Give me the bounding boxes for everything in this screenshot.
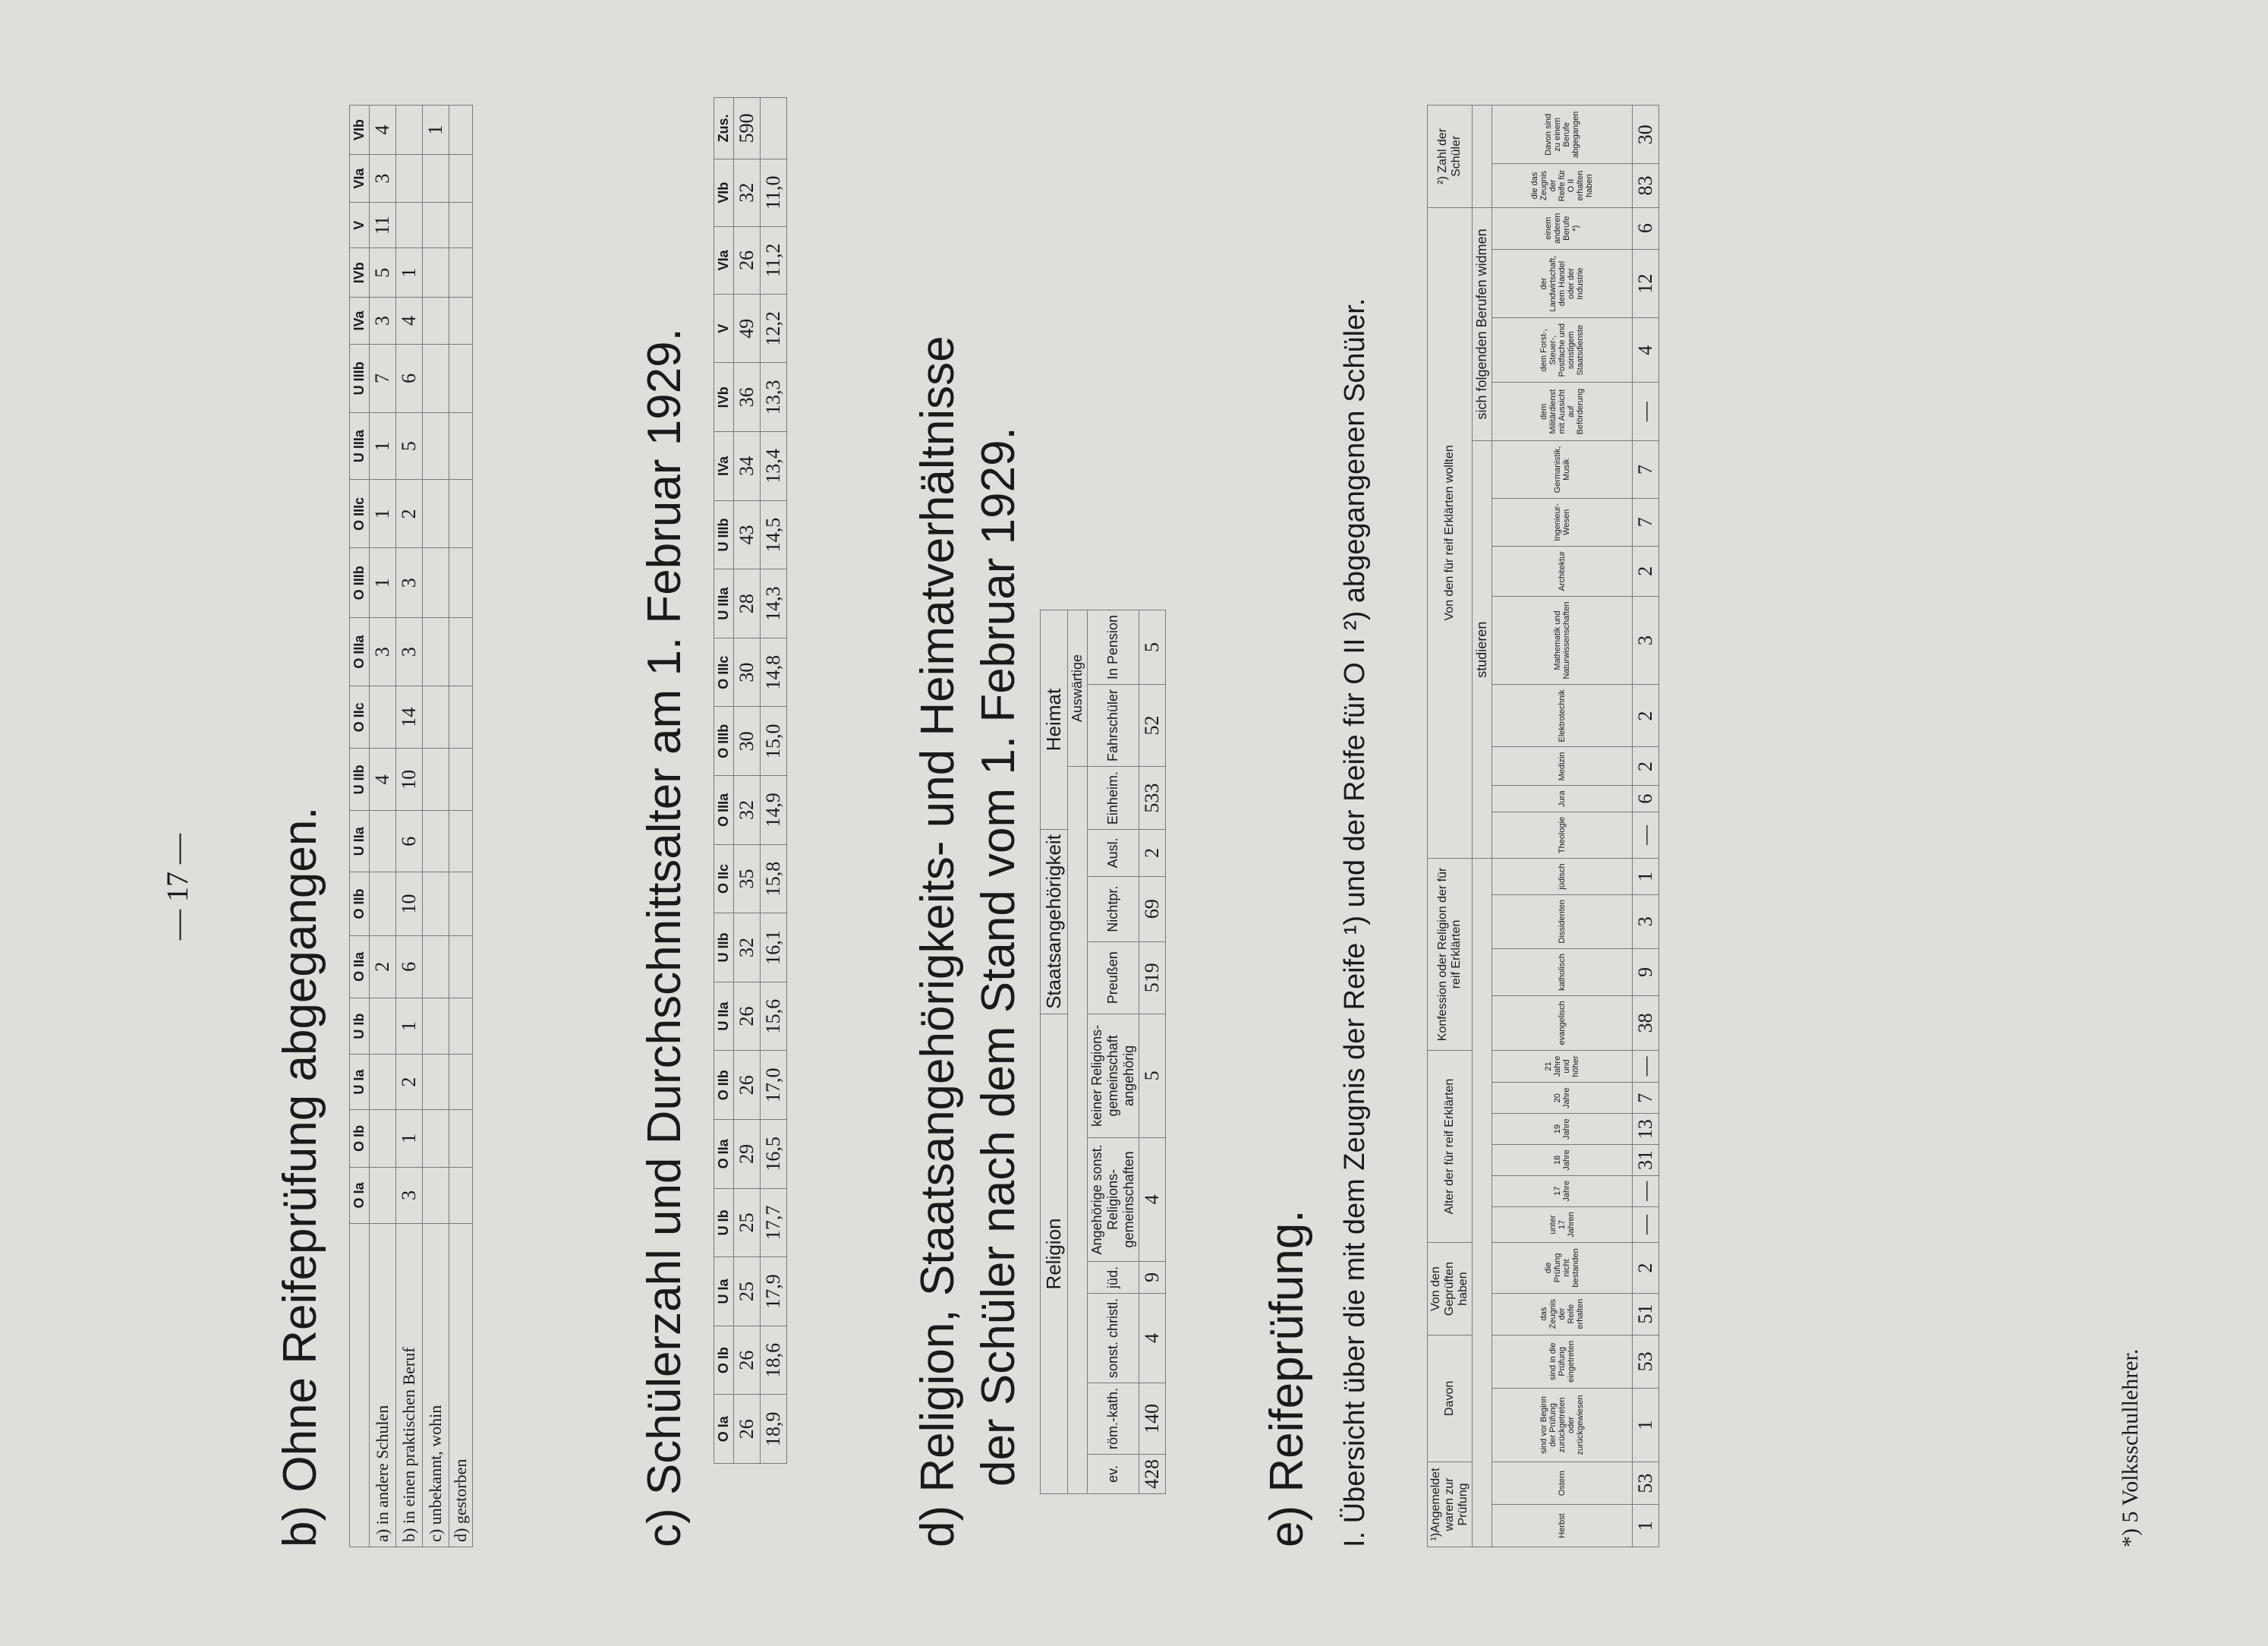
table-cell: 2 [1633, 685, 1659, 747]
col-header: der Landwirtschaft, dem Handel oder der Industrie [1492, 249, 1633, 318]
table-cell: 3 [370, 154, 396, 202]
col-header: Germanistik, Musik [1492, 441, 1633, 498]
col-header: die Prüfung nicht bestanden [1492, 1243, 1633, 1293]
group-g_konfession: Konfession oder Religion der für reif Erklärten [1428, 859, 1473, 1051]
col-header: Mathematik und Naturwissenschaften [1492, 596, 1633, 685]
table-cell [449, 686, 473, 749]
table-row [370, 106, 396, 1547]
col-header: O IIc [350, 686, 370, 749]
count-cell: 26 [734, 982, 761, 1051]
table-cell [370, 686, 396, 749]
count-cell: 26 [734, 226, 761, 294]
col-header: U IIa [350, 811, 370, 872]
table-cell [449, 1109, 473, 1167]
table-cell [423, 548, 449, 618]
table-cell: 1 [396, 248, 423, 298]
section-e-subtitle: I. Übersicht über die mit dem Zeugnis der Reife ¹) und der Reife für O II ²) abgegangenen Schüler. [1339, 298, 1371, 1547]
table-cell [449, 811, 473, 872]
table-cell: 3 [396, 618, 423, 686]
group-g_angemeldet: ¹)Angemeldet waren zur Prüfung [1428, 1462, 1473, 1547]
table-cell [423, 749, 449, 811]
table-cell [370, 1167, 396, 1223]
col-header: Jura [1492, 786, 1633, 812]
table-cell [449, 106, 473, 155]
table-cell: 7 [1633, 441, 1659, 498]
age-cell: 17,0 [761, 1051, 787, 1120]
table-cell: 10 [396, 872, 423, 936]
age-cell: 11,2 [761, 226, 787, 294]
col-header: O IIa [714, 1120, 734, 1189]
table-cell: 1 [1633, 859, 1659, 895]
row-label: d) gestorben [449, 1224, 473, 1547]
count-cell: 26 [734, 1326, 761, 1395]
count-cell: 35 [734, 844, 761, 913]
footnote: *) 5 Volksschullehrer. [2118, 1348, 2143, 1547]
page-number: — 17 — [160, 834, 194, 940]
section-c-title: c) Schülerzahl und Durchschnittsalter am 1. Februar 1929. [638, 328, 691, 1547]
table-cell: 5 [1139, 1014, 1166, 1137]
group-religion: Religion [1041, 1014, 1068, 1493]
table-cell: 4 [370, 106, 396, 155]
age-cell: 12,2 [761, 294, 787, 363]
group-staat: Staatsangehörigkeit [1041, 830, 1068, 1014]
age-cell: 14,9 [761, 776, 787, 845]
col-header: keiner Religions-gemeinschaft angehörig [1088, 1014, 1139, 1137]
col-header: einem anderen Berufe *) [1492, 207, 1633, 249]
table-cell: 1 [1633, 1388, 1659, 1462]
row-label: a) in andere Schulen [370, 1224, 396, 1547]
col-header: das Zeugnis der Reife erhalten [1492, 1293, 1633, 1335]
row-label: b) in einen praktischen Beruf [396, 1224, 423, 1547]
table-cell: 2 [1633, 546, 1659, 596]
col-header: katholisch [1492, 948, 1633, 995]
col-header: Fahrschüler [1088, 685, 1139, 767]
col-header: Elektrotechnik [1492, 685, 1633, 747]
col-header: O IIIa [714, 776, 734, 845]
table-cell [423, 248, 449, 298]
col-header: U IIIb [714, 500, 734, 569]
table-cell [449, 1055, 473, 1110]
table-row [449, 106, 473, 1547]
col-header: U IIIb [350, 344, 370, 412]
age-cell: 18,9 [761, 1395, 787, 1464]
table-cell: 4 [1139, 1293, 1166, 1383]
col-header: Ausl. [1088, 830, 1139, 877]
table-cell: 12 [1633, 249, 1659, 318]
col-header: Medizin [1492, 747, 1633, 786]
table-cell: 38 [1633, 996, 1659, 1051]
table-cell: 1 [423, 106, 449, 155]
group-g_vonden: Von den für reif Erklärten wollten [1428, 207, 1473, 859]
table-cell: 1 [1633, 1505, 1659, 1547]
table-cell: 2 [1139, 830, 1166, 877]
col-header: 17 Jahre [1492, 1175, 1633, 1206]
table-cell: 9 [1633, 948, 1659, 995]
table-cell [370, 872, 396, 936]
col-header: 20 Jahre [1492, 1083, 1633, 1114]
group-g_vondengepruefen: Von den Geprüften haben [1428, 1243, 1473, 1335]
table-c [713, 97, 787, 1464]
table-cell: 4 [1633, 318, 1659, 383]
table-cell [449, 248, 473, 298]
count-cell: 30 [734, 638, 761, 707]
table-cell: 2 [396, 480, 423, 548]
count-cell: 36 [734, 363, 761, 432]
col-header: sind vor Beginn der Prüfung zurückgetreten oder zurückgewiesen [1492, 1388, 1633, 1462]
col-header: V [350, 203, 370, 248]
col-header: O IIIa [350, 618, 370, 686]
table-cell: 5 [396, 412, 423, 480]
table-cell: 1 [396, 1109, 423, 1167]
table-cell [423, 998, 449, 1055]
table-cell: 2 [396, 1055, 423, 1110]
table-cell [449, 154, 473, 202]
col-header: evangelisch [1492, 996, 1633, 1051]
spacer [1068, 767, 1088, 1494]
col-header: Zus. [714, 98, 734, 159]
age-cell: 17,9 [761, 1257, 787, 1326]
col-header: Ostern [1492, 1462, 1633, 1505]
table-cell: 2 [370, 935, 396, 998]
col-header: Dissidenten [1492, 894, 1633, 948]
table-cell [449, 935, 473, 998]
col-header: VIa [350, 154, 370, 202]
table-cell [449, 480, 473, 548]
col-header: U Ib [350, 998, 370, 1055]
table-cell: 10 [396, 749, 423, 811]
col-header: Nichtpr. [1088, 876, 1139, 941]
table-cell: 5 [1139, 610, 1166, 684]
col-header: O IIIb [350, 548, 370, 618]
col-header: röm.-kath. [1088, 1383, 1139, 1454]
table-cell: 31 [1633, 1145, 1659, 1176]
table-cell: 1 [396, 998, 423, 1055]
age-cell: 11,0 [761, 159, 787, 226]
section-e-title: e) Reifeprüfung. [1261, 1209, 1313, 1547]
table-cell: 3 [370, 298, 396, 345]
count-cell: 25 [734, 1188, 761, 1257]
table-cell: — [1633, 383, 1659, 441]
table-cell: 6 [396, 935, 423, 998]
table-cell [423, 686, 449, 749]
table-cell: — [1633, 1175, 1659, 1206]
table-cell: 533 [1139, 767, 1166, 830]
table-cell: 140 [1139, 1383, 1166, 1454]
table-cell [449, 998, 473, 1055]
table-cell [423, 344, 449, 412]
table-cell: — [1633, 1050, 1659, 1083]
row-label: c) unbekannt, wohin [423, 1224, 449, 1547]
col-header: O IIIb [714, 707, 734, 776]
col-header: O IIIc [714, 638, 734, 707]
table-cell [423, 618, 449, 686]
col-header: O Ia [714, 1395, 734, 1464]
section-b-title: b) Ohne Reifeprüfung abgegangen. [274, 806, 326, 1547]
col-header: 19 Jahre [1492, 1114, 1633, 1145]
table-cell: 53 [1633, 1462, 1659, 1505]
table-cell: 4 [396, 298, 423, 345]
col-header: IVa [350, 298, 370, 345]
table-cell [449, 749, 473, 811]
count-cell: 32 [734, 776, 761, 845]
table-cell [423, 1055, 449, 1110]
age-cell-empty [761, 98, 787, 159]
table-cell: 428 [1139, 1455, 1166, 1494]
col-header: Preußen [1088, 941, 1139, 1014]
table-cell [396, 154, 423, 202]
col-header: IVa [714, 432, 734, 501]
table-cell [449, 412, 473, 480]
col-header: jüd. [1088, 1261, 1139, 1293]
table-cell: 5 [370, 248, 396, 298]
spacer [1473, 859, 1492, 1547]
table-cell [423, 480, 449, 548]
col-header: U IIb [350, 749, 370, 811]
table-cell [423, 811, 449, 872]
table-cell: 1 [370, 548, 396, 618]
count-cell: 32 [734, 159, 761, 226]
count-cell: 26 [734, 1051, 761, 1120]
table-cell: 69 [1139, 876, 1166, 941]
table-cell [370, 1055, 396, 1110]
table-cell [370, 1109, 396, 1167]
table-b [349, 105, 473, 1547]
table-cell [370, 998, 396, 1055]
col-header: U IIIa [350, 412, 370, 480]
table-cell: 30 [1633, 106, 1659, 164]
table-cell: 7 [1633, 498, 1659, 546]
col-header: V [714, 294, 734, 363]
section-d-title-1: d) Religion, Staatsangehörigkeits- und Heimatverhältnisse [912, 336, 964, 1547]
col-header: O IIb [714, 1051, 734, 1120]
table-cell [396, 203, 423, 248]
col-header: O IIa [350, 935, 370, 998]
col-header: unter 17 Jahren [1492, 1206, 1633, 1243]
count-cell: 26 [734, 1395, 761, 1464]
col-header: Davon sind zu einem Berufe abgegangen [1492, 106, 1633, 164]
col-header: Ingenieur-Wesen [1492, 498, 1633, 546]
col-header: Einheim. [1088, 767, 1139, 830]
table-cell: 11 [370, 203, 396, 248]
col-header: U Ia [714, 1257, 734, 1326]
col-header: dem Militärdienst mit Aussicht auf Beförderung [1492, 383, 1633, 441]
col-header: die das Zeugnis der Reife für O II erhalten haben [1492, 164, 1633, 207]
table-cell: 519 [1139, 941, 1166, 1014]
age-cell: 18,6 [761, 1326, 787, 1395]
table-cell: 3 [370, 618, 396, 686]
age-cell: 14,5 [761, 500, 787, 569]
group-berufen: sich folgenden Berufen widmen [1473, 207, 1492, 441]
col-header: O IIIc [350, 480, 370, 548]
table-cell: 2 [1633, 1243, 1659, 1293]
col-header: O IIb [350, 872, 370, 936]
table-cell: 1 [370, 480, 396, 548]
table-cell [449, 548, 473, 618]
table-cell [449, 344, 473, 412]
col-header: sind in die Prüfung eingetreten [1492, 1335, 1633, 1388]
col-header: U IIIa [714, 569, 734, 639]
table-cell [423, 1167, 449, 1223]
table-cell [449, 203, 473, 248]
table-cell: 14 [396, 686, 423, 749]
age-cell: 13,4 [761, 432, 787, 501]
group-g_zahl: ²) Zahl der Schüler [1428, 106, 1473, 208]
table-cell: 13 [1633, 1114, 1659, 1145]
table-cell: 7 [1633, 1083, 1659, 1114]
col-header: U IIb [714, 913, 734, 982]
group-g_alter: Alter der für reif Erklärten [1428, 1050, 1473, 1243]
col-header: O Ib [350, 1109, 370, 1167]
table-cell: 6 [396, 811, 423, 872]
group-auswaertige: Auswärtige [1068, 610, 1088, 766]
table-cell [449, 872, 473, 936]
count-cell: 29 [734, 1120, 761, 1189]
table-cell [423, 872, 449, 936]
col-header: IVb [714, 363, 734, 432]
table-cell: 3 [396, 1167, 423, 1223]
table-cell: 1 [370, 412, 396, 480]
table-cell: 3 [396, 548, 423, 618]
age-cell: 15,0 [761, 707, 787, 776]
group-studieren: studieren [1473, 441, 1492, 859]
col-header: Angehörige sonst. Religions-gemeinschaften [1088, 1137, 1139, 1261]
group-heimat: Heimat [1041, 610, 1068, 829]
table-cell: 83 [1633, 164, 1659, 207]
section-d-title-2: der Schüler nach dem Stand vom 1. Februar 1929. [972, 427, 1025, 1487]
table-cell: 9 [1139, 1261, 1166, 1293]
table-cell: 2 [1633, 747, 1659, 786]
table-cell [423, 935, 449, 998]
count-cell: 28 [734, 569, 761, 639]
age-cell: 14,8 [761, 638, 787, 707]
table-cell [423, 1109, 449, 1167]
table-cell [423, 154, 449, 202]
table-d [1040, 610, 1166, 1494]
table-cell: 51 [1633, 1293, 1659, 1335]
col-header: ev. [1088, 1455, 1139, 1494]
table-cell: 6 [396, 344, 423, 412]
col-header: U Ib [714, 1188, 734, 1257]
table-cell [396, 106, 423, 155]
age-cell: 16,1 [761, 913, 787, 982]
count-cell: 43 [734, 500, 761, 569]
col-header: Herbst [1492, 1505, 1633, 1547]
age-cell: 17,7 [761, 1188, 787, 1257]
table-cell: 52 [1139, 685, 1166, 767]
age-cell: 14,3 [761, 569, 787, 639]
col-header: Theologie [1492, 812, 1633, 858]
col-header: 18 Jahre [1492, 1145, 1633, 1176]
table-cell [370, 811, 396, 872]
col-header: 21 Jahre und höher [1492, 1050, 1633, 1083]
table-cell [449, 618, 473, 686]
table-cell: 3 [1633, 894, 1659, 948]
age-cell: 13,3 [761, 363, 787, 432]
table-row [396, 106, 423, 1547]
col-header: U IIa [714, 982, 734, 1051]
col-header: VIb [350, 106, 370, 155]
table-cell: — [1633, 812, 1659, 858]
col-header: IVb [350, 248, 370, 298]
count-cell: 49 [734, 294, 761, 363]
count-cell: 30 [734, 707, 761, 776]
age-cell: 15,6 [761, 982, 787, 1051]
table-cell: 4 [370, 749, 396, 811]
spacer [1473, 106, 1492, 208]
table-e [1427, 105, 1659, 1547]
col-header: In Pension [1088, 610, 1139, 684]
col-header: VIb [714, 159, 734, 226]
col-header: jüdisch [1492, 859, 1633, 895]
table-row [423, 106, 449, 1547]
col-header: O IIc [714, 844, 734, 913]
col-header: O Ia [350, 1167, 370, 1223]
count-cell: 590 [734, 98, 761, 159]
table-cell [449, 298, 473, 345]
table-cell: 7 [370, 344, 396, 412]
table-cell [449, 1167, 473, 1223]
header-corner [350, 1224, 370, 1547]
table-cell [423, 412, 449, 480]
table-cell: 4 [1139, 1137, 1166, 1261]
table-cell: — [1633, 1206, 1659, 1243]
group-g_davon: Davon [1428, 1335, 1473, 1462]
col-header: U Ia [350, 1055, 370, 1110]
col-header: Architektur [1492, 546, 1633, 596]
table-cell [423, 298, 449, 345]
col-header: sonst. christl. [1088, 1293, 1139, 1383]
table-cell: 6 [1633, 786, 1659, 812]
table-cell: 3 [1633, 596, 1659, 685]
count-cell: 34 [734, 432, 761, 501]
count-cell: 32 [734, 913, 761, 982]
count-cell: 25 [734, 1257, 761, 1326]
table-cell: 6 [1633, 207, 1659, 249]
table-cell [423, 203, 449, 248]
age-cell: 15,8 [761, 844, 787, 913]
col-header: VIa [714, 226, 734, 294]
table-cell: 53 [1633, 1335, 1659, 1388]
col-header: O Ib [714, 1326, 734, 1395]
age-cell: 16,5 [761, 1120, 787, 1189]
col-header: dem Forst-, Steuer-, Postfache und sonstigem Staatsdienste [1492, 318, 1633, 383]
